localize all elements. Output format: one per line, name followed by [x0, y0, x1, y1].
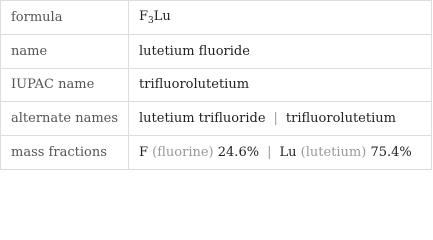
- row-label-iupac-name: IUPAC name: [1, 68, 129, 102]
- mass-fractions-value: [129, 136, 432, 170]
- mass-fraction-symbol-lu: Lu: [279, 145, 297, 161]
- iupac-name-value: trifluorolutetium: [129, 68, 432, 102]
- table-row-iupac-name: [1, 68, 432, 102]
- mass-fraction-percent-lu: 75.4%: [370, 145, 412, 161]
- table-row-mass-fractions: [1, 136, 432, 170]
- formula-symbol: F: [139, 8, 149, 24]
- table-row-name: [1, 34, 432, 68]
- row-label-alternate-names: alternate names: [1, 102, 129, 136]
- row-label-name: name: [1, 34, 129, 68]
- table-row-alternate-names: [1, 102, 432, 136]
- row-label-formula: formula: [1, 1, 129, 35]
- row-label-mass-fractions: mass fractions: [1, 136, 129, 170]
- alternate-name-1: lutetium trifluoride: [139, 111, 266, 127]
- table-row-formula: [1, 1, 432, 35]
- mass-fractions-separator: |: [267, 145, 272, 161]
- mass-fraction-element-f: (fluorine): [152, 145, 214, 161]
- formula-symbol-tail: Lu: [153, 8, 171, 24]
- alternate-names-separator: |: [273, 111, 278, 127]
- alternate-names-value: [129, 102, 432, 136]
- alternate-name-2: trifluorolutetium: [285, 111, 396, 127]
- mass-fraction-element-lu: (lutetium): [300, 145, 367, 161]
- formula-subscript: 3: [148, 15, 154, 26]
- mass-fraction-symbol-f: F: [139, 145, 149, 161]
- mass-fraction-percent-f: 24.6%: [217, 145, 260, 161]
- name-value: lutetium fluoride: [129, 34, 432, 68]
- formula-value: [129, 1, 432, 35]
